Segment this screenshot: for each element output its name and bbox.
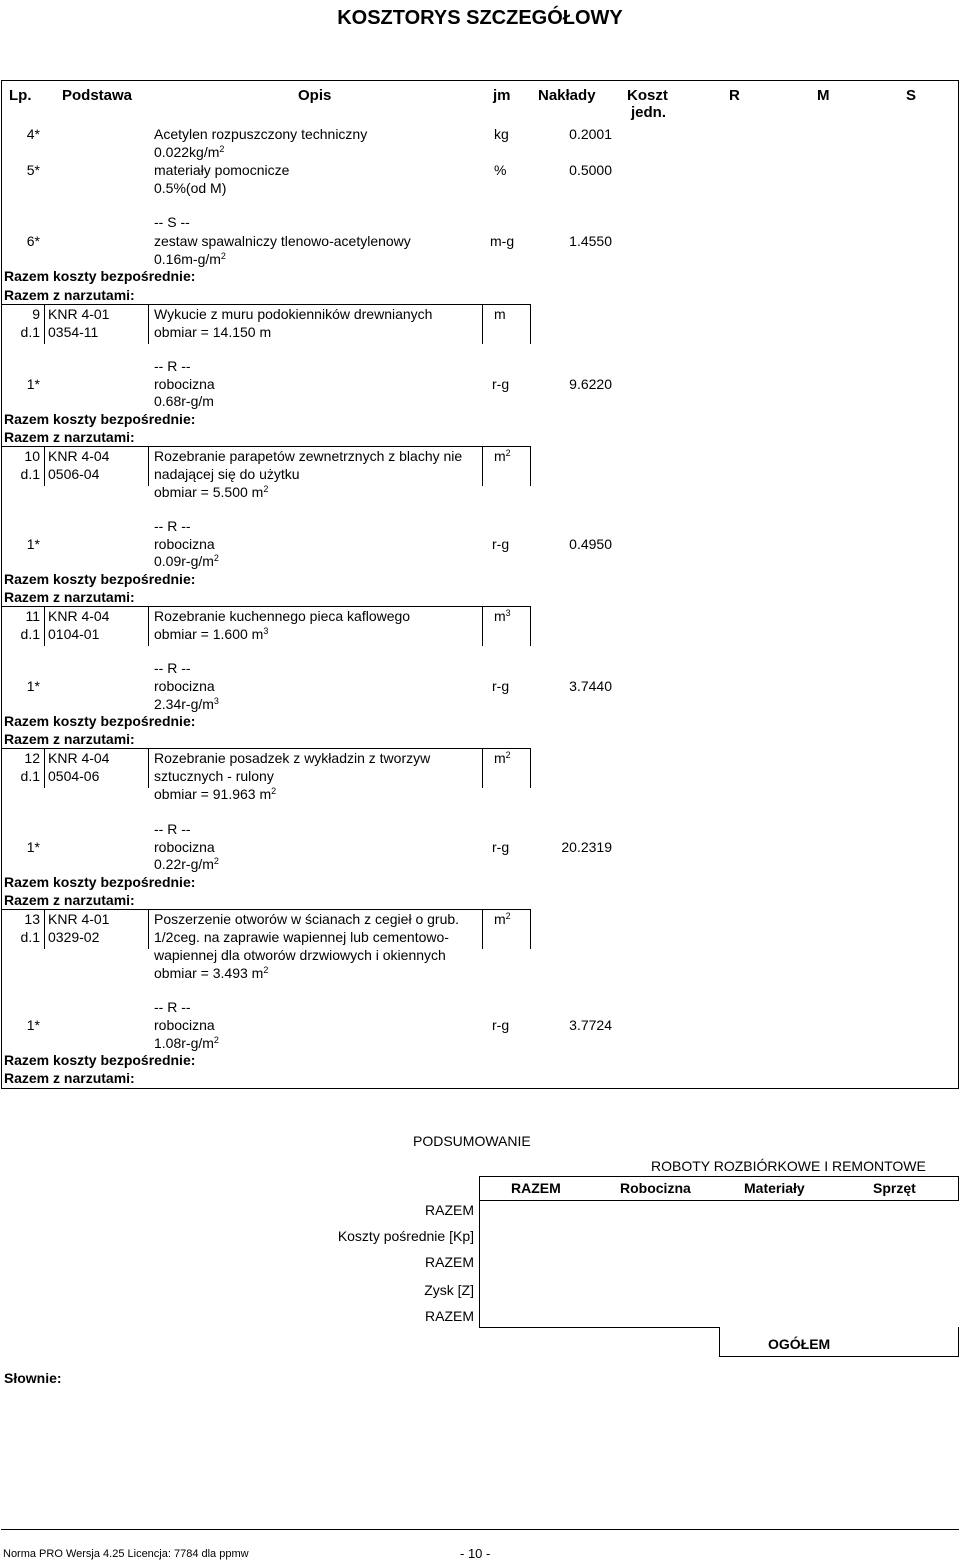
position-obmiar: obmiar = 5.500 $m^2$ [154,484,269,500]
position-rule [530,748,531,788]
line-jm: m-g [490,233,515,249]
section-s: -- S -- [154,214,190,230]
table-right-rule [958,80,959,1089]
line-lp: 6* [26,233,40,249]
razem-narzuty: Razem z narzutami: [4,731,135,747]
summary-subtitle: ROBOTY ROZBIÓRKOWE I REMONTOWE [651,1158,926,1174]
line-opis: zestaw spawalniczy tlenowo-acetylenowy [154,233,411,249]
position-rule [530,304,531,344]
position-opis: wapiennej dla otworów drzwiowych i okiennych [154,947,446,963]
line-naklady: 0.4950 [569,536,612,552]
page-number: - 10 - [460,1546,491,1561]
summary-row-zysk: Zysk [Z] [424,1282,474,1298]
line-opis: robocizna [154,376,215,392]
section-r: -- R -- [154,358,191,374]
line-naklady: 3.7440 [569,678,612,694]
position-opis: Rozebranie posadzek z wykładzin z tworzyw [154,750,431,766]
line-opis: materiały pomocnicze [154,162,290,178]
position-obmiar: obmiar = 91.963 $m^2$ [154,786,277,802]
position-rule [44,446,45,486]
line-lp: 5* [26,162,40,178]
razem-bezposrednie: Razem koszty bezpośrednie: [4,1052,196,1068]
line-naklady: 3.7724 [569,1017,612,1033]
summary-rule [479,1176,958,1177]
line-lp: 1* [26,376,40,392]
summary-row-kp: Koszty pośrednie [Kp] [337,1228,474,1244]
position-rule [482,909,483,949]
position-rule [530,606,531,646]
footer-rule [1,1529,959,1530]
position-code: 0354-11 [48,324,99,340]
line-jm: r-g [492,1017,510,1033]
header-koszt: Koszt [627,87,668,104]
position-rule [530,446,531,486]
line-norm: $0.022kg/m^2$ [154,144,225,160]
line-norm: 0.5%(od M) [154,180,227,196]
position-number: 10 [24,448,40,464]
razem-bezposrednie: Razem koszty bezpośrednie: [4,713,196,729]
line-naklady: 0.5000 [569,162,612,178]
section-r: -- R -- [154,999,191,1015]
summary-col-robocizna: Robocizna [620,1180,691,1196]
table-bottom-rule [1,1088,959,1089]
summary-title: PODSUMOWANIE [413,1133,531,1149]
position-rule [482,606,483,646]
position-opis: Rozebranie parapetów zewnetrznych z blachy nie [154,448,463,464]
summary-rule [479,1176,480,1328]
position-d: d.1 [20,768,40,784]
position-opis: Wykucie z muru podokienników drewnianych [154,306,433,322]
summary-rule [479,1200,958,1201]
razem-narzuty: Razem z narzutami: [4,287,135,303]
position-number: 13 [24,911,40,927]
position-opis: nadającej się do użytku [154,466,300,482]
position-rule [148,909,149,949]
position-knr: KNR 4-04 [48,608,110,624]
position-rule [1,748,531,749]
position-number: 11 [25,608,40,624]
line-naklady: 20.2319 [561,839,612,855]
position-rule [482,446,483,486]
header-naklady: Nakłady [538,87,596,104]
line-jm: % [494,162,507,178]
summary-rule [958,1176,959,1201]
position-number: 9 [32,306,40,322]
razem-narzuty: Razem z narzutami: [4,589,135,605]
header-jedn: jedn. [631,104,667,121]
position-obmiar: obmiar = 14.150 m [154,324,272,340]
line-jm: r-g [492,678,510,694]
position-rule [482,304,483,344]
page-title: KOSZTORYS SZCZEGÓŁOWY [337,7,623,29]
header-lp: Lp. [9,87,32,104]
summary-rule [719,1356,959,1357]
line-norm: 0.68r-g/m [154,393,214,409]
position-rule [148,606,149,646]
position-jm: $m^2$ [494,448,511,464]
razem-narzuty: Razem z narzutami: [4,429,135,445]
position-rule [44,606,45,646]
position-d: d.1 [20,324,40,340]
line-norm: $0.22r-g/m^2$ [154,856,219,872]
razem-bezposrednie: Razem koszty bezpośrednie: [4,268,196,284]
position-d: d.1 [20,466,40,482]
position-knr: KNR 4-04 [48,448,110,464]
line-norm: $2.34r-g/m^3$ [154,696,219,712]
summary-col-razem: RAZEM [511,1180,561,1196]
summary-col-materialy: Materiały [744,1180,805,1196]
summary-row-razem: RAZEM [425,1254,474,1270]
position-opis: 1/2ceg. na zaprawie wapiennej lub cementowo- [154,929,449,945]
position-jm: $m^3$ [494,608,511,624]
position-rule [148,446,149,486]
position-obmiar: obmiar = 1.600 $m^3$ [154,626,269,642]
position-opis: sztucznych - rulony [154,768,274,784]
position-jm: $m^2$ [494,911,511,927]
section-r: -- R -- [154,821,191,837]
footer-license: Norma PRO Wersja 4.25 Licencja: 7784 dla ppmw [3,1548,249,1560]
position-d: d.1 [20,626,40,642]
razem-narzuty: Razem z narzutami: [4,1070,135,1086]
summary-col-sprzet: Sprzęt [873,1180,916,1196]
summary-ogolem: OGÓŁEM [768,1336,831,1352]
position-knr: KNR 4-01 [48,306,110,322]
position-rule [1,606,531,607]
header-top-rule [1,80,959,81]
line-opis: Acetylen rozpuszczony techniczny [154,126,368,142]
header-m: M [817,87,830,104]
position-jm: m [494,306,506,322]
position-knr: KNR 4-04 [48,750,110,766]
position-rule [482,748,483,788]
line-lp: 1* [26,839,40,855]
razem-bezposrednie: Razem koszty bezpośrednie: [4,874,196,890]
header-opis: Opis [298,87,332,104]
summary-rule [479,1327,719,1328]
line-opis: robocizna [154,678,215,694]
line-naklady: 1.4550 [569,233,612,249]
position-rule [44,304,45,344]
header-s: S [906,87,917,104]
line-jm: kg [494,126,509,142]
line-jm: r-g [492,376,510,392]
line-naklady: 0.2001 [569,126,612,142]
line-opis: robocizna [154,839,215,855]
line-lp: 1* [26,678,40,694]
line-jm: r-g [492,839,510,855]
line-opis: robocizna [154,1017,215,1033]
position-rule [530,909,531,949]
position-rule [1,909,531,910]
line-jm: r-g [492,536,510,552]
line-lp: 4* [26,126,40,142]
line-opis: robocizna [154,536,215,552]
position-obmiar: obmiar = 3.493 $m^2$ [154,965,269,981]
position-opis: Poszerzenie otworów w ścianach z cegieł o grub. [154,911,460,927]
position-code: 0506-04 [48,466,100,482]
position-rule [148,748,149,788]
section-r: -- R -- [154,518,191,534]
line-norm: $0.16m-g/m^2$ [154,251,226,267]
position-rule [1,304,531,305]
header-podstawa: Podstawa [62,87,133,104]
summary-rule [958,1327,959,1357]
header-r: R [729,87,740,104]
slownie-label: Słownie: [4,1370,62,1386]
line-naklady: 9.6220 [569,376,612,392]
line-norm: $1.08r-g/m^2$ [154,1035,219,1051]
summary-row-razem: RAZEM [425,1202,474,1218]
position-opis: Rozebranie kuchennego pieca kaflowego [154,608,411,624]
line-lp: 1* [26,536,40,552]
razem-bezposrednie: Razem koszty bezpośrednie: [4,411,196,427]
summary-rule [719,1327,720,1357]
position-code: 0104-01 [48,626,100,642]
position-d: d.1 [20,929,40,945]
line-lp: 1* [26,1017,40,1033]
position-code: 0504-06 [48,768,100,784]
summary-row-razem: RAZEM [425,1308,474,1324]
position-rule [148,304,149,344]
line-norm: $0.09r-g/m^2$ [154,553,219,569]
section-r: -- R -- [154,660,191,676]
position-number: 12 [24,750,40,766]
position-code: 0329-02 [48,929,100,945]
position-rule [1,446,531,447]
position-rule [44,909,45,949]
position-knr: KNR 4-01 [48,911,110,927]
razem-narzuty: Razem z narzutami: [4,892,135,908]
razem-bezposrednie: Razem koszty bezpośrednie: [4,571,196,587]
position-jm: $m^2$ [494,750,511,766]
position-rule [44,748,45,788]
header-jm: jm [493,87,511,104]
